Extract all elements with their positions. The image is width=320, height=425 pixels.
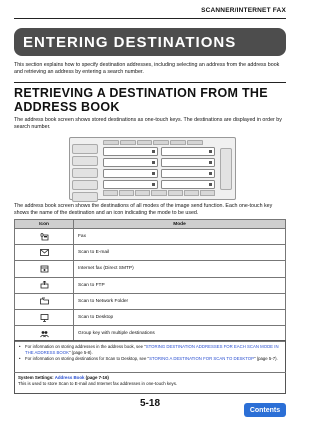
note-text: " (page 5-7). [253,356,278,362]
header-rule [14,18,286,19]
table-row [15,309,286,325]
address-book-description: The address book screen shows stored destinations as one-touch keys. The destinations are displayed in order by search number. [14,117,282,130]
screen-left-buttons [72,144,98,196]
section-heading: RETRIEVING A DESTINATION FROM THE ADDRESS BOOK [14,86,268,114]
note-text: For information on storing destinations for Scan to Desktop, see " [25,356,150,362]
mode-label: Group key with multiple destinations [74,326,286,342]
icon-mode-table [14,219,286,342]
contents-button[interactable]: Contents [244,403,286,417]
mode-label: Scan to Network Folder [74,293,286,309]
mode-label: Scan to E-mail [74,245,286,261]
mode-label: Scan to Desktop [74,309,286,325]
title-banner: ENTERING DESTINATIONS [14,28,286,56]
screen-scroll-bar [220,148,232,190]
screen-bottom-tabs [103,190,215,196]
system-settings-description: This is used to store Scan to E-mail and Internet fax addresses in one-touch keys. [18,380,178,386]
storing-addresses-link[interactable]: STORING DESTINATION ADDRESSES FOR EACH SCAN MODE IN THE ADDRESS BOOK [25,344,279,355]
desktop-icon [40,314,49,322]
table-row [15,293,286,309]
mode-label: Fax [74,229,286,245]
table-header-icon: Icon [15,220,74,229]
mode-label: Internet fax (Direct SMTP) [74,261,286,277]
email-icon [40,249,49,256]
system-settings-note [18,375,284,386]
internet-fax-icon [40,265,49,273]
note-text: For information on storing addresses in the address book, see " [25,344,146,349]
table-row [15,277,286,293]
table-row [15,261,286,277]
mode-label: Scan to FTP [74,277,286,293]
network-folder-icon [40,297,49,305]
screen-index-tabs [103,140,203,145]
table-row [15,229,286,245]
ftp-icon [40,281,49,289]
system-settings-label: System Settings: [18,375,55,380]
intro-text: This section explains how to specify destination addresses, including selecting an address from the address book and retrieving an address by entering a search number. [14,62,280,75]
group-key-icon [40,330,49,338]
table-header-mode: Mode [74,220,286,229]
address-book-link[interactable]: Address Book [54,375,85,380]
scan-to-desktop-link[interactable]: STORING A DESTINATION FOR SCAN TO DESKTOP [149,356,254,362]
note-item [25,344,281,355]
fax-icon [40,233,49,241]
table-row [15,245,286,261]
note-text: " (page 5-8). [68,349,93,355]
note-item [25,356,281,362]
modes-description: The address book screen shows the destinations of all modes of the image send function. Each one-touch key shows the name of the destination and an icon indicating the mode to be used. [14,203,273,216]
address-book-screen-illustration [69,137,236,200]
note-separator [14,372,286,373]
page-number: 5-18 [139,398,160,409]
section-header: SCANNER/INTERNET FAX [201,7,286,14]
screen-one-touch-keys [103,147,215,191]
system-settings-page: (page 7-16) [84,375,109,380]
heading-rule [14,82,286,83]
